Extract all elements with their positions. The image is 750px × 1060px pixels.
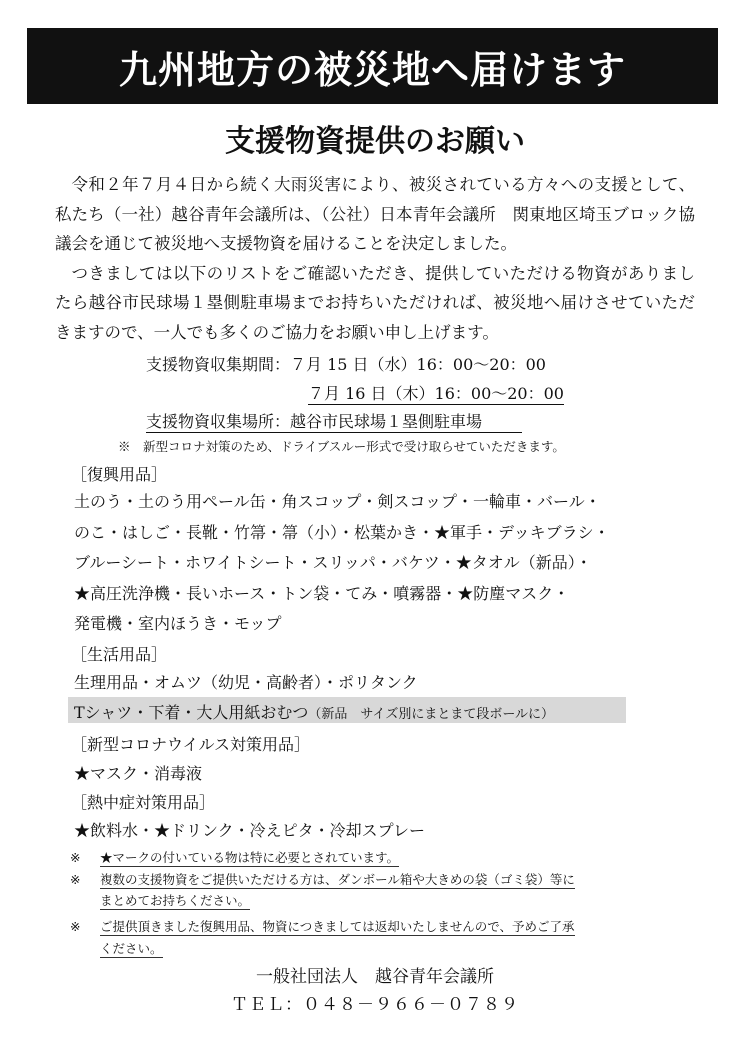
footnote-3-continued — [100, 939, 163, 957]
reconstruction-line-3: ブルーシート・ホワイトシート・スリッパ・バケツ・★タオル（新品）・ — [74, 553, 592, 572]
footnote-mark: ※ — [70, 919, 81, 934]
corona-line: ★マスク・消毒液 — [74, 764, 203, 783]
daily-line-2-note: （新品 サイズ別にまとまて段ボールに） — [308, 707, 555, 722]
footnote-2-continued — [100, 891, 250, 909]
collection-period-line-2 — [308, 381, 564, 404]
collection-place-line — [146, 409, 522, 432]
footnote-3-text-b: ください。 — [100, 941, 163, 956]
banner-title: 九州地方の被災地へ届けます — [27, 28, 718, 104]
intro-paragraph-2: つきましては以下のリストをご確認いただき、提供していただける物資がありましたら越谷市民球場１塁側駐車場までお持ちいただければ、被災地へ届けさせていただきますので、一人でも多くのご協力をお願い申し上げます。 — [55, 263, 695, 342]
daily-line-2 — [74, 700, 554, 723]
collection-date-2: ７月 16 日（木）16：00～20：00 — [308, 384, 564, 403]
footnote-2 — [70, 870, 575, 888]
footnote-2-text-b: まとめてお持ちください。 — [100, 893, 251, 908]
section-label-reconstruction: ［復興用品］ — [71, 465, 168, 484]
daily-line-2-items: Tシャツ・下着・大人用紙おむつ — [74, 703, 309, 722]
drive-through-note: ※ 新型コロナ対策のため、ドライブスルー形式で受け取らせていただきます。 — [118, 439, 565, 454]
section-label-heat: ［熱中症対策用品］ — [71, 793, 216, 812]
footnote-3-text-a: ご提供頂きました復興用品、物資につきましては返却いたしませんので、予めご了承 — [100, 919, 575, 934]
daily-line-1: 生理用品・オムツ（幼児・高齢者）・ポリタンク — [74, 673, 418, 692]
reconstruction-line-4: ★高圧洗浄機・長いホース・トン袋・てみ・噴霧器・★防塵マスク・ — [74, 584, 570, 603]
reconstruction-line-5: 発電機・室内ほうき・モップ — [74, 614, 282, 633]
heat-line: ★飲料水・★ドリンク・冷えピタ・冷却スプレー — [74, 821, 426, 840]
collection-period-line-1 — [146, 352, 546, 375]
footnote-mark: ※ — [70, 850, 81, 865]
footnote-3 — [70, 917, 575, 935]
footnote-1 — [70, 848, 399, 866]
organization-name: 一般社団法人 越谷青年会議所 — [256, 967, 494, 987]
reconstruction-line-2: のこ・はしご・長靴・竹箒・箒（小）・松葉かき・★軍手・デッキブラシ・ — [74, 523, 610, 542]
footnote-mark: ※ — [70, 872, 81, 887]
footnote-1-text: ★マークの付いている物は特に必要とされています。 — [100, 850, 400, 865]
reconstruction-line-1: 土のう・土のう用ペール缶・角スコップ・剣スコップ・一輪車・バール・ — [74, 492, 601, 511]
intro-text — [55, 170, 695, 347]
page-subtitle: 支援物資提供のお願い — [225, 124, 525, 159]
telephone-number: ＴＥＬ：０４８－９６６－０７８９ — [231, 995, 519, 1015]
collection-place: 支援物資収集場所：越谷市民球場１塁側駐車場 — [146, 412, 522, 433]
collection-period-label: 支援物資収集期間： — [146, 355, 291, 374]
section-label-daily: ［生活用品］ — [71, 645, 168, 664]
intro-paragraph-1: 令和２年７月４日から続く大雨災害により、被災されている方々への支援として、私たち（一社）越谷青年会議所は、（公社）日本青年会議所 関東地区埼玉ブロック協議会を通じて被災地へ支援物資を届けることを決定しました。 — [55, 175, 695, 253]
section-label-corona: ［新型コロナウイルス対策用品］ — [71, 735, 311, 754]
collection-date-1: ７月 15 日（水）16：00～20：00 — [290, 355, 546, 374]
footnote-2-text-a: 複数の支援物資をご提供いただける方は、ダンボール箱や大きめの袋（ゴミ袋）等に — [100, 872, 575, 887]
